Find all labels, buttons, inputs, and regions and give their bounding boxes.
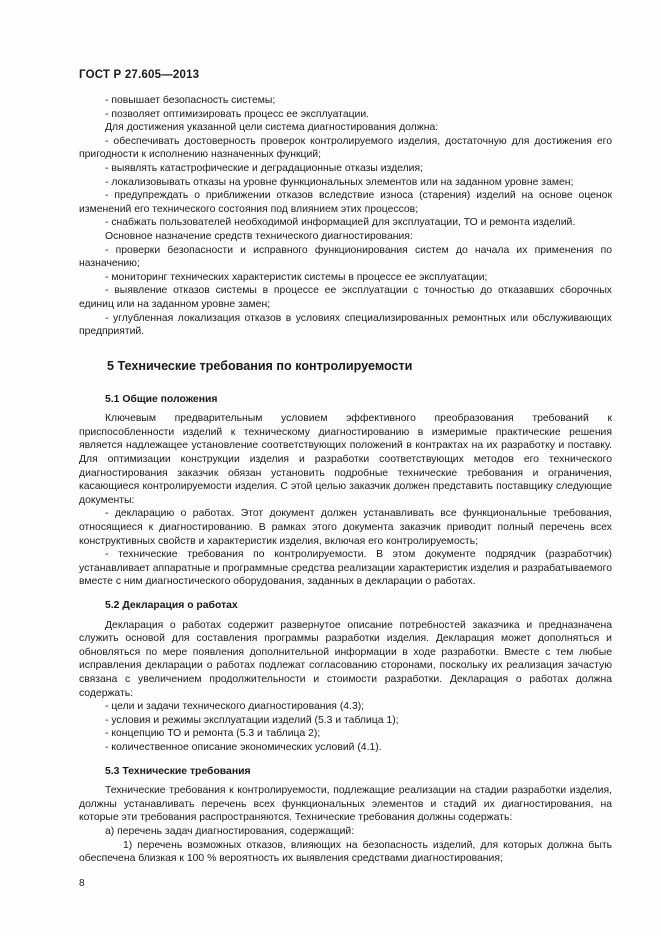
paragraph: - декларацию о работах. Этот документ должен устанавливать все функциональные требования, относящиеся к диагностированию. В рамках этого документа заказчик приводит полный перечень всех конструктивных свойств и характеристик изделия, включая его контролируемость; (79, 508, 612, 547)
paragraph: - снабжать пользователей необходимой информацией для эксплуатации, ТО и ремонта изделий. (105, 217, 576, 229)
paragraph: 1) перечень возможных отказов, влияющих на безопасность изделий, для которых должна быть обеспечена близкая к 100 % вероятность их выявления средствами диагностирования; (79, 839, 612, 865)
page-number: 8 (79, 878, 85, 889)
paragraph: Декларация о работах содержит развернутое описание потребностей заказчика и предназначена служить основой для составления программы разработки изделия. Декларация может дополняться и обновляться по мере появления дополнительной информации в ходе разработки. Вместе с тем любые исправления декларации о работах подлежат согласованию сторонами, поскольку их реализация зачастую связана с увеличением продолжительности и стоимости разработки. Декларация о работах должна содержать: (79, 619, 612, 699)
paragraph: - проверки безопасности и исправного функционирования систем до начала их применения по назначению; (79, 244, 612, 270)
paragraph: Технические требования к контролируемости, подлежащие реализации на стадии разработки изделия, должны устанавливать перечень всех функциональных элементов и стадий их диагностирования, на которые эти требования распространяются. Технические требования должны содержать: (79, 785, 612, 824)
paragraph: - выявлять катастрофические и деградационные отказы изделия; (105, 162, 423, 174)
page-header: ГОСТ Р 27.605—2013 (79, 69, 200, 81)
paragraph: - мониторинг технических характеристик системы в процессе ее эксплуатации; (105, 271, 488, 283)
section-heading: 5 Технические требования по контролируемости (107, 358, 413, 373)
paragraph: - выявление отказов системы в процессе ее эксплуатации с точностью до отказавших сборочных единиц или на заданном уровне замен; (79, 285, 612, 310)
paragraph: - позволяет оптимизировать процесс ее эксплуатации. (105, 108, 370, 120)
paragraph: Для достижения указанной цели система диагностирования должна: (105, 122, 439, 134)
subsection-heading: 5.1 Общие положения (105, 393, 218, 405)
paragraph: - цели и задачи технического диагностирования (4.3); (105, 701, 365, 713)
paragraph: - концепцию ТО и ремонта (5.3 и таблица 2); (105, 728, 321, 740)
paragraph: - условия и режимы эксплуатации изделий (5.3 и таблица 1); (105, 714, 399, 726)
paragraph: Ключевым предварительным условием эффективного преобразования требований к приспособленности изделий к техническому диагностированию в измеримые практические решения является надлежащее установление соответствующих положений в контрактах на их разработку и поставку. Для оптимизации конструкции изделия и разработки соответствующих методов его технического диагностирования заказчик обязан установить подробные технические требования и ограничения, касающиеся контролируемости изделия. С этой целью заказчик должен представить поставщику следующие документы: (79, 413, 612, 506)
paragraph: - технические требования по контролируемости. В этом документе подрядчик (разработчик) устанавливает аппаратные и программные средства реализации характеристик изделия и разрабатываемого вместе с ним диагностического оборудования, заданных в декларации о работах. (79, 549, 612, 588)
subsection-heading: 5.2 Декларация о работах (105, 600, 238, 611)
paragraph: - количественное описание экономических условий (4.1). (105, 741, 382, 753)
paragraph: Основное назначение средств технического диагностирования: (105, 230, 413, 242)
paragraph: - повышает безопасность системы; (105, 95, 276, 106)
paragraph: - обеспечивать достоверность проверок контролируемого изделия, достаточную для достижения его пригодности к исполнению назначенных функций; (79, 135, 612, 161)
paragraph: а) перечень задач диагностирования, содержащий: (105, 825, 355, 837)
paragraph: - предупреждать о приближении отказов вследствие износа (старения) изделий на основе оценок изменений его технического состояния под влиянием этих процессов; (79, 190, 612, 215)
subsection-heading: 5.3 Технические требования (105, 765, 251, 777)
document-body (79, 94, 612, 866)
paragraph: - локализовывать отказы на уровне функциональных элементов или на заданном уровне замен; (105, 176, 574, 188)
paragraph: - углубленная локализация отказов в условиях специализированных ремонтных или обслуживающих предприятий. (79, 312, 612, 338)
